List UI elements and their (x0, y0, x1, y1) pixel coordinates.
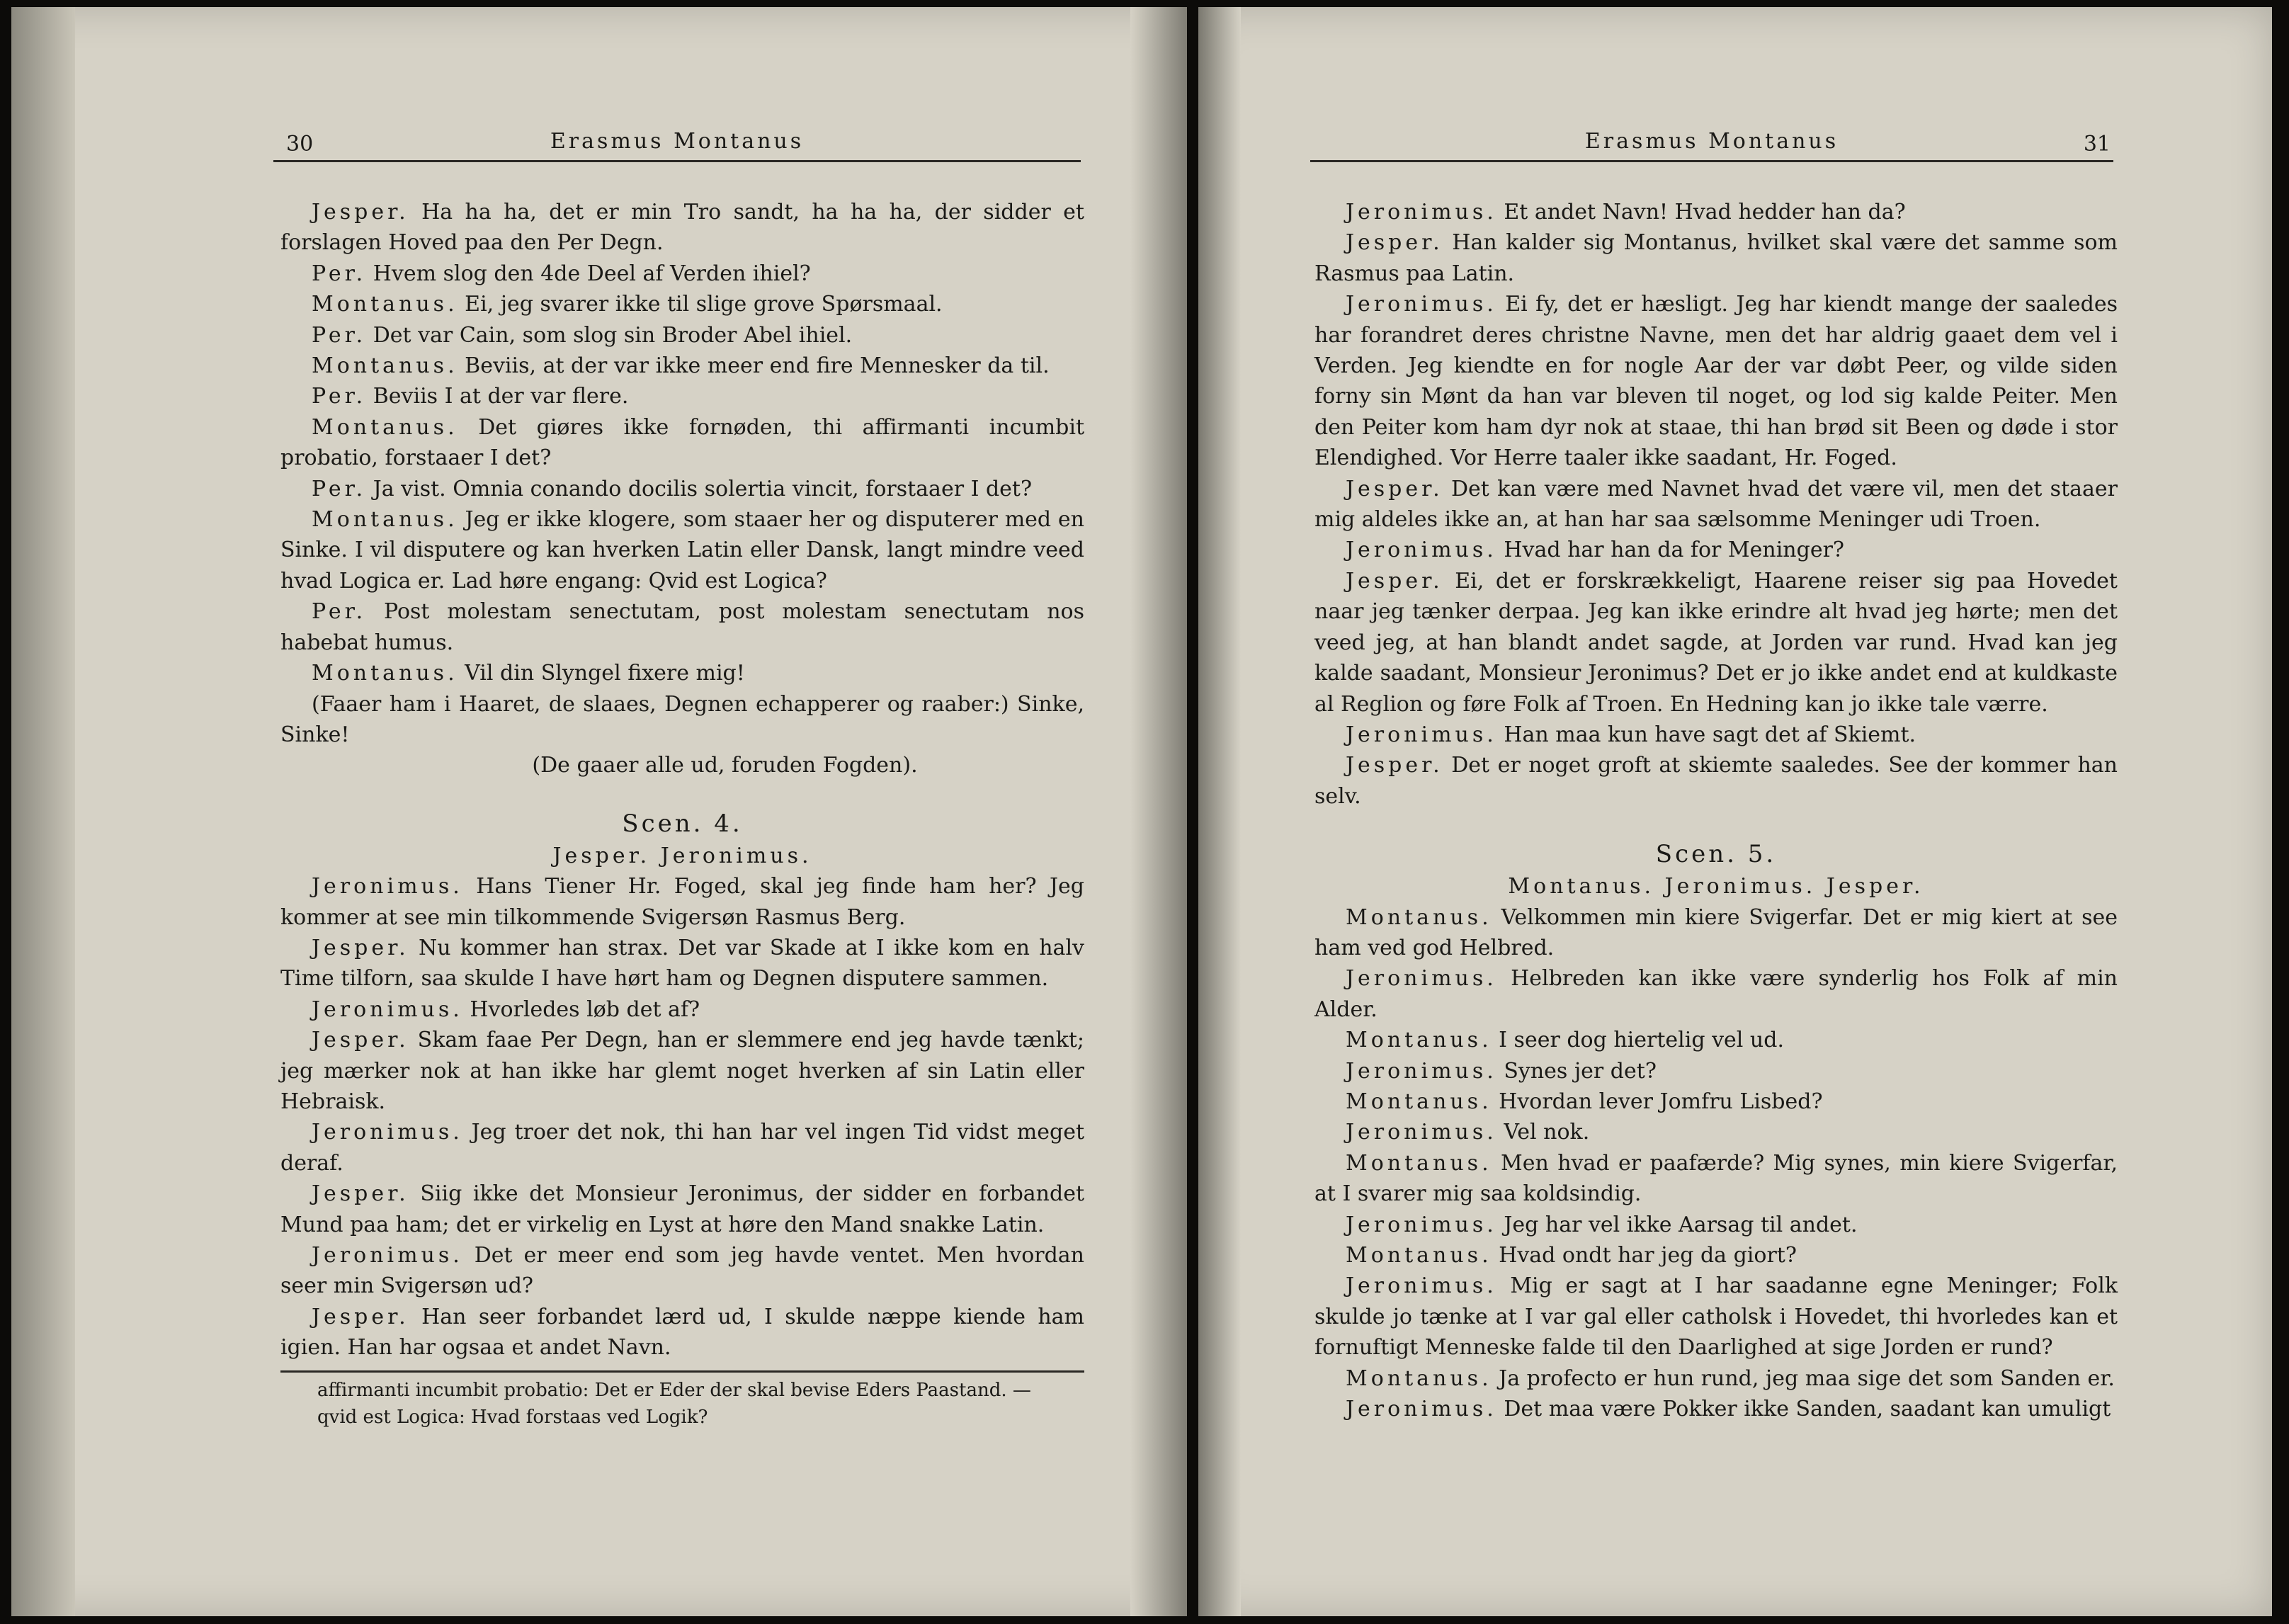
dialogue-line (280, 412, 1084, 474)
running-title-left: Erasmus Montanus (550, 129, 805, 154)
dialogue-line (1314, 1117, 2118, 1147)
speaker-name: Jeronimus. (1346, 1397, 1497, 1422)
left-dialogue-after-scene (280, 871, 1084, 1363)
dialogue-line (1314, 1210, 2118, 1240)
dialogue-line (1314, 1056, 2118, 1086)
dialogue-line (1314, 197, 2118, 227)
dialogue-line (280, 871, 1084, 933)
dialogue-line (280, 351, 1084, 381)
dialogue-line (280, 1302, 1084, 1363)
dialogue-line (280, 1179, 1084, 1240)
dialogue-line (280, 1240, 1084, 1302)
dialogue-line (1314, 720, 2118, 750)
speaker-name: Montanus. (1346, 1150, 1492, 1176)
speech-text: Hvad ondt har jeg da giort? (1499, 1243, 1797, 1268)
speaker-name: Jeronimus. (312, 996, 463, 1022)
speech-text: Vil din Slyngel fixere mig! (465, 661, 745, 686)
speech-text: Skam faae Per Degn, han er slemmere end jeg havde tænkt; jeg mærker nok at han ikke har glemt noget hverken af sin Latin eller Hebraisk. (280, 1028, 1084, 1114)
speech-text: Ha ha ha, det er min Tro sandt, ha ha ha, der sidder et forslagen Hoved paa den Per Degn. (280, 200, 1084, 256)
speaker-name: Montanus. (312, 507, 458, 533)
speaker-name: Montanus. (312, 292, 458, 317)
dialogue-line (280, 596, 1084, 658)
speech-text: Det maa være Pokker ikke Sanden, saadant kan umuligt (1504, 1397, 2111, 1422)
speaker-name: Per. (312, 599, 367, 625)
speech-text: Jeg er ikke klogere, som staaer her og disputerer med en Sinke. I vil disputere og kan hverken Latin eller Dansk, langt mindre veed hvad Logica er. Lad høre engang: Qvid est Logica? (280, 507, 1084, 594)
left-book-page (11, 7, 1187, 1616)
speech-text: Beviis, at der var ikke meer end fire Mennesker da til. (465, 353, 1050, 379)
speaker-name: Montanus. (1346, 1028, 1492, 1053)
speaker-name: Per. (312, 261, 367, 286)
speech-text: Post molestam senectutam, post molestam senectutam nos habebat humus. (280, 599, 1084, 655)
footnote: affirmanti incumbit probatio: Det er Eder der skal bevise Eders Paastand. — (317, 1379, 1031, 1401)
running-title-right: Erasmus Montanus (1584, 129, 1839, 154)
right-dialogue-before-scene (1314, 197, 2118, 812)
dialogue-line (280, 320, 1084, 351)
page-number-left: 30 (286, 132, 314, 157)
speaker-name: Montanus. (312, 353, 458, 379)
right-page-body (1314, 197, 2118, 1424)
stage-direction: (De gaaer alle ud, foruden Fogden). (532, 753, 918, 778)
speaker-name: Montanus. (1346, 1089, 1492, 1114)
speaker-name: Jeronimus. (1346, 1120, 1497, 1145)
scene-heading: Scen. 4. (622, 809, 743, 838)
speech-text: Et andet Navn! Hvad hedder han da? (1504, 200, 1906, 225)
dialogue-line (1314, 566, 2118, 720)
dialogue-line (1314, 227, 2118, 289)
speech-text: Det giøres ikke fornøden, thi affirmanti incumbit probatio, forstaaer I det? (280, 414, 1084, 471)
speech-text: Han maa kun have sagt det af Skiemt. (1504, 722, 1916, 747)
dialogue-line (1314, 1086, 2118, 1117)
right-book-page (1198, 7, 2272, 1616)
speaker-name: Per. (312, 322, 367, 348)
dialogue-line (280, 381, 1084, 411)
speech-text: Ei, det er forskrækkeligt, Haarene reiser sig paa Hovedet naar jeg tænker derpaa. Jeg kan ikke erindre alt hvad jeg hørte; men det veed jeg, at han blandt andet sagde, at Jorden var rund. Hvad kan jeg kalde saadant, Monsieur Jeronimus? Det er jo ikke andet end at kuldkaste al Reglion og føre Folk af Troen. En Hedning kan jo ikke tale værre. (1314, 568, 2118, 717)
speech-text: Synes jer det? (1504, 1058, 1657, 1084)
dialogue-line (1314, 1148, 2118, 1210)
speech-text: Hans Tiener Hr. Foged, skal jeg finde ham her? Jeg kommer at see min tilkommende Svigersøn Rasmus Berg. (280, 874, 1084, 930)
scene-heading: Scen. 5. (1655, 840, 1777, 869)
speaker-name: Jesper. (312, 1181, 409, 1207)
dialogue-line (1314, 902, 2118, 964)
speech-text: Helbreden kan ikke være synderlig hos Folk af min Alder. (1314, 966, 2118, 1022)
speech-text: Nu kommer han strax. Det var Skade at I ikke kom en halv Time tilforn, saa skulde I have hørt ham og Degnen disputere sammen. (280, 935, 1084, 992)
speaker-name: Jesper. (312, 1304, 409, 1329)
speaker-name: Montanus. (1346, 1365, 1492, 1391)
left-dialogue-before-scene (280, 197, 1084, 689)
speaker-name: Jesper. (1346, 568, 1443, 594)
dialogue-line (1314, 963, 2118, 1025)
speech-text: Hvorledes løb det af? (470, 996, 700, 1022)
speech-text: Beviis I at der var flere. (373, 384, 629, 409)
speech-text: Ja profecto er hun rund, jeg maa sige det som Sanden er. (1499, 1365, 2115, 1391)
dialogue-line (1314, 1363, 2118, 1394)
speech-text: Ei fy, det er hæsligt. Jeg har kiendt mange der saaledes har forandret deres christne Navne, men det har aldrig gaaet dem vel i Verden. Jeg kiendte en for nogle Aar der var døbt Peer, og vilde siden forny sin Mønt da han var bleven til noget, og lod sig kalde Peiter. Men den Peiter kom ham dyr nok at staae, thi han brød sit Been og døde i stor Elendighed. Vor Herre taaler ikke saadant, Hr. Foged. (1314, 292, 2118, 471)
speaker-name: Jeronimus. (1346, 722, 1497, 747)
speech-text: Det er meer end som jeg havde ventet. Men hvordan seer min Svigersøn ud? (280, 1243, 1085, 1299)
footnote-divider (280, 1370, 1084, 1373)
dialogue-line (280, 933, 1084, 994)
dialogue-line (1314, 1240, 2118, 1271)
speaker-name: Jeronimus. (1346, 1058, 1497, 1084)
speech-text: Velkommen min kiere Svigerfar. Det er mig kiert at see ham ved god Helbred. (1314, 904, 2118, 960)
speech-text: Han kalder sig Montanus, hvilket skal være det samme som Rasmus paa Latin. (1314, 230, 2118, 286)
speaker-name: Jesper. (312, 200, 409, 225)
scene-persons: Montanus. Jeronimus. Jesper. (1508, 874, 1924, 899)
speaker-name: Jeronimus. (1346, 200, 1497, 225)
speech-text: I seer dog hiertelig vel ud. (1499, 1028, 1784, 1053)
speech-text: Det er noget groft at skiemte saaledes. See der kommer han selv. (1314, 753, 2118, 809)
dialogue-line (1314, 289, 2118, 473)
dialogue-line (1314, 1025, 2118, 1055)
speech-text: Det kan være med Navnet hvad det være vil, men det staaer mig aldeles ikke an, at han har saa sælsomme Meninger udi Troen. (1314, 476, 2118, 533)
speaker-name: Jesper. (1346, 753, 1443, 778)
speaker-name: Montanus. (1346, 904, 1492, 930)
footnote: qvid est Logica: Hvad forstaas ved Logik? (317, 1406, 708, 1428)
speaker-name: Montanus. (1346, 1243, 1492, 1268)
dialogue-line (1314, 1394, 2118, 1424)
dialogue-line (280, 1117, 1084, 1179)
dialogue-line (280, 658, 1084, 688)
speech-text: Hvem slog den 4de Deel af Verden ihiel? (373, 261, 811, 286)
speech-text: Mig er sagt at I har saadanne egne Meninger; Folk skulde jo tænke at I var gal eller catholsk i Hovedet, thi hvorledes kan et fornuftigt Menneske falde til den Daarlighed at sige Jorden er rund? (1314, 1273, 2118, 1361)
speech-text: Hvad har han da for Meninger? (1504, 538, 1845, 563)
dialogue-line (280, 504, 1084, 596)
speaker-name: Montanus. (312, 414, 458, 440)
speaker-name: Jeronimus. (312, 1243, 463, 1268)
speaker-name: Jeronimus. (1346, 966, 1497, 992)
dialogue-line (280, 994, 1084, 1025)
dialogue-line (280, 259, 1084, 289)
dialogue-line (1314, 750, 2118, 812)
speech-text: Det var Cain, som slog sin Broder Abel ihiel. (373, 322, 853, 348)
dialogue-line (280, 197, 1084, 259)
speaker-name: Jeronimus. (1346, 538, 1497, 563)
speech-text: Men hvad er paafærde? Mig synes, min kiere Svigerfar, at I svarer mig saa koldsindig. (1314, 1150, 2118, 1207)
speaker-name: Jesper. (312, 1028, 409, 1053)
speech-text: Jeg troer det nok, thi han har vel ingen Tid vidst meget deraf. (280, 1120, 1084, 1176)
dialogue-line (1314, 535, 2118, 565)
speaker-name: Per. (312, 476, 367, 501)
running-head-left (273, 126, 1081, 162)
speaker-name: Jesper. (1346, 476, 1443, 501)
speaker-name: Per. (312, 384, 367, 409)
speaker-name: Jeronimus. (312, 874, 463, 899)
dialogue-line (280, 289, 1084, 319)
speech-text: Ei, jeg svarer ikke til slige grove Spørsmaal. (465, 292, 943, 317)
speaker-name: Montanus. (312, 661, 458, 686)
running-head-right (1310, 126, 2113, 162)
speech-text: Jeg har vel ikke Aarsag til andet. (1504, 1212, 1858, 1237)
dialogue-line (1314, 1271, 2118, 1363)
speaker-name: Jesper. (312, 935, 409, 960)
speech-text: Hvordan lever Jomfru Lisbed? (1499, 1089, 1823, 1114)
speaker-name: Jeronimus. (1346, 1212, 1497, 1237)
dialogue-line (1314, 474, 2118, 535)
dialogue-line (280, 474, 1084, 504)
page-number-right: 31 (2083, 132, 2111, 157)
left-page-body (280, 197, 1084, 1431)
speech-text: Ja vist. Omnia conando docilis solertia vincit, forstaaer I det? (373, 476, 1033, 501)
scene-persons: Jesper. Jeronimus. (552, 843, 812, 868)
speech-text: Han seer forbandet lærd ud, I skulde næppe kiende ham igien. Han har ogsaa et andet Navn. (280, 1304, 1084, 1361)
speech-text: Siig ikke det Monsieur Jeronimus, der sidder en forbandet Mund paa ham; det er virkelig en Lyst at høre den Mand snakke Latin. (280, 1181, 1084, 1237)
dialogue-line (280, 1025, 1084, 1117)
speech-text: Vel nok. (1504, 1120, 1590, 1145)
speaker-name: Jeronimus. (1346, 292, 1497, 317)
stage-direction: (Faaer ham i Haaret, de slaaes, Degnen echapperer og raaber:) Sinke, Sinke! (280, 691, 1084, 747)
speaker-name: Jesper. (1346, 230, 1443, 256)
speaker-name: Jeronimus. (312, 1120, 463, 1145)
right-dialogue-after-scene (1314, 902, 2118, 1425)
speaker-name: Jeronimus. (1346, 1273, 1497, 1299)
